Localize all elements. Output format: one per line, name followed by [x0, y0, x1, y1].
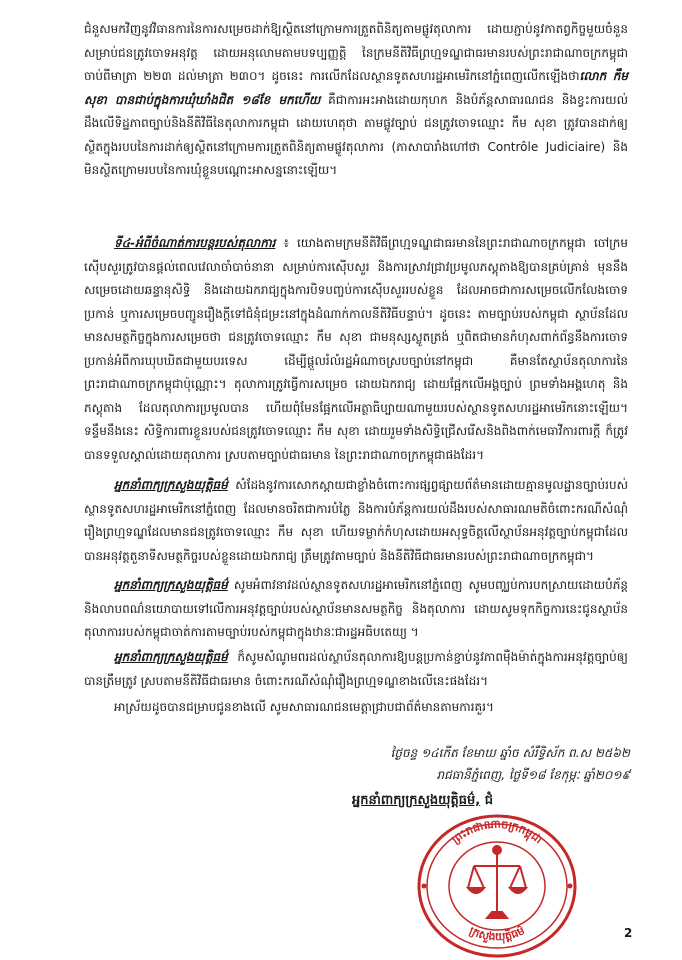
stamp-top-text: ព្រះរាជាណាចក្រកម្ពុជា: [449, 817, 545, 847]
page-number: 2: [624, 926, 633, 940]
spokesperson-label: អ្នកនាំពាក្យក្រសួងយុត្តិធម៌: [114, 650, 228, 664]
lunar-date: ថ្ងៃចន្ទ ១៤កើត ខែមាឃ ឆ្នាំច សំរឹទ្ធិស័ក ព.ស ២៥៦២: [390, 746, 630, 760]
paragraph-spokesperson-regret: អ្នកនាំពាក្យក្រសួងយុត្តិធម៌ សំដែងនូវការសោកស្តាយជាខ្លាំងចំពោះការផ្សព្វផ្សាយព័ត៌មានដោយគ្មានមូលដ្ឋានច្បាប់របស់ស្ថានទូតសហរដ្ឋអាមេរិកនៅភ្នំពេញ ដែលមានចរិតជាការបំភ្លៃ និងការបំភ័ន្តការយល់ដឹងរបស់សាធារណមតិចំពោះករណីសំណុំរឿងព្រហ្មទណ្ឌដែលមានជនត្រូវចោទឈ្មោះ កឹម សុខា ហើយទម្លាក់កំហុសដោយអសុទ្ធចិត្តលើស្ថាប័នអនុវត្តច្បាប់កម្ពុជាដែលបានអនុវត្តតួនាទីសមត្ថកិច្ចរបស់ខ្លួនដោយឯករាជ្យ ត្រឹមត្រូវតាមច្បាប់ និងនីតិវិធីជាធរមានរបស់ព្រះរាជាណាចក្រកម្ពុជា។: [84, 478, 628, 563]
spokesperson-label: អ្នកនាំពាក្យក្រសួងយុត្តិធម៌: [114, 578, 228, 592]
section-heading: ទី៤-អំពីចំណាត់ការបន្តរបស់តុលាការ: [114, 236, 276, 250]
signatory-title: អ្នកនាំពាក្យក្រសួងយុត្តិធម៌, ជំ: [352, 793, 494, 808]
paragraph-spokesperson-request: អ្នកនាំពាក្យក្រសួងយុត្តិធម៌ ក៏សូមសំណូមពរដល់ស្ថាប័នតុលាការឱ្យបន្តប្រកាន់ខ្ជាប់នូវភាពម៉ឺងម៉ាត់ក្នុងការអនុវត្តច្បាប់ឲ្យបានត្រឹមត្រូវ ស្របតាមនីតិវិធីជាធរមាន ចំពោះករណីសំណុំរឿងព្រហ្មទណ្ឌខាងលើនេះផងដែរ។: [84, 650, 628, 688]
solar-date: រាជធានីភ្នំពេញ, ថ្ងៃទី១៨ ខែកុម្ភៈ ឆ្នាំ២០១៩: [436, 768, 630, 782]
ministry-seal-stamp: [412, 808, 582, 958]
spokesperson-label: អ្នកនាំពាក្យក្រសួងយុត្តិធម៌: [114, 478, 228, 492]
scales-of-justice-icon: [468, 846, 526, 918]
signature-mark: ជំ: [484, 793, 494, 808]
paragraph-closing: អាស្រ័យដូចបានជម្រាបជូនខាងលើ សូមសាធារណជនមេត្តាជ្រាបជាព័ត៌មានតាមការគួរ។: [114, 700, 494, 714]
stamp-bottom-text: ក្រសួងយុត្តិធម៌: [467, 924, 527, 944]
quoted-claim: លោក កឹម សុខា បានជាប់ក្នុងការឃុំឃាំងជិត ១៨ខែ មកហើយ: [84, 69, 628, 107]
paragraph-section-4: ទី៤-អំពីចំណាត់ការបន្តរបស់តុលាការ ៖ យោងតាមក្រមនីតិវិធីព្រហ្មទណ្ឌជាធរមាននៃព្រះរាជាណាចក្រកម្ពុជា ចៅក្រមស៊ើបសួរត្រូវបានផ្តល់ពេលវេលាចាំបាច់នានា សម្រាប់ការស៊ើបសួរ និងការស្រាវជ្រាវប្រមូលភស្តុតាងឱ្យបានគ្រប់គ្រាន់ មុននឹងសម្រេចដោយឆន្ទានុសិទ្ធិ និងដោយឯករាជ្យក្នុងការបិទបញ្ចប់ការស៊ើបសួររបស់ខ្លួន ដែលអាចជាការសម្រេចលើកលែងចោទប្រកាន់ ឬការសម្រេចបញ្ជូនរឿងក្តីទៅជំនុំជម្រះនៅក្នុងដំណាក់កាលនីតិវិធីបន្ទាប់។ ដូចនេះ តាមច្បាប់របស់កម្ពុជា ស្ថាប័នដែលមានសមត្ថកិច្ចក្នុងការសម្រេចថា ជនត្រូវចោទឈ្មោះ កឹម សុខា ជាមនុស្សស្លូតត្រង់ ឬពិតជាមានកំហុសពាក់ព័ន្ធនឹងការចោទប្រកាន់អំពីការឃុបឃិតជាមួយបរទេស ដើម្បីផ្តួលរំលំរដ្ឋអំណាចស្របច្បាប់នៅកម្ពុជា គឺមានតែស្ថាប័នតុលាការនៃព្រះរាជាណាចក្រកម្ពុជាប៉ុណ្ណោះ។ តុលាការត្រូវធ្វើការសម្រេច ដោយឯករាជ្យ ដោយផ្អែកលើអង្គច្បាប់ ព្រមទាំងអង្គហេតុ និងភស្តុតាង ដែលតុលាការប្រមូលបាន ហើយពុំមែនផ្អែកលើអត្ថាធិប្បាយណាមួយរបស់ស្ថានទូតសហរដ្ឋអាមេរិកនោះឡើយ។ ទន្ទឹមនឹងនេះ សិទ្ធិការពារខ្លួនរបស់ជនត្រូវចោទឈ្មោះ កឹម សុខា ដោយរួមទាំងសិទ្ធិជ្រើសរើសនិងពិងពាក់មេធាវីការពារក្តី ក៏ត្រូវបានទទួលស្គាល់ដោយតុលាការ ស្របតាមច្បាប់ជាធរមាន នៃព្រះរាជាណាចក្រកម្ពុជាផងដែរ។: [84, 236, 628, 462]
paragraph-continuation: ជំនួសមកវិញនូវវិធានការនៃការសម្រេចដាក់ឱ្យស្ថិតនៅក្រោមការត្រួតពិនិត្យតាមផ្លូវតុលាការ ដោយភ្ជាប់នូវកាតព្វកិច្ចមួយចំនួនសម្រាប់ជនត្រូវចោទអនុវត្ត ដោយអនុលោមតាមបទប្បញ្ញត្តិ នៃក្រមនីតិវិធីព្រហ្មទណ្ឌជាធរមានរបស់ព្រះរាជាណាចក្រកម្ពុជា ចាប់ពីមាត្រា ២២៣ ដល់មាត្រា ២៣០។ ដូចនេះ ការលើកដែលស្ថានទូតសហរដ្ឋអាមេរិកនៅភ្នំពេញលើកឡើងថាលោក កឹម សុខា បានជាប់ក្នុងការឃុំឃាំងជិត ១៨ខែ មកហើយ គឺជាការអះអាងដោយកុហក និងបំភ័ន្តសាធារណជន និងខ្វះការយល់ដឹងលើទិដ្ឋភាពច្បាប់និងនីតិវិធីនៃតុលាការកម្ពុជា ដោយហេតុថា តាមផ្លូវច្បាប់ ជនត្រូវចោទឈ្មោះ កឹម សុខា ត្រូវបានដាក់ឲ្យស្ថិតក្នុងរបបនៃការដាក់ឲ្យស្ថិតនៅក្រោមការត្រួតពិនិត្យតាមផ្លូវតុលាការ (ភាសាបារាំងហៅថា Contrôle Judiciaire) និងមិនស្ថិតក្រោមរបបនៃការឃុំខ្លួនបណ្ដោះអាសន្ននោះឡើយ។: [84, 22, 628, 177]
paragraph-spokesperson-appeal: អ្នកនាំពាក្យក្រសួងយុត្តិធម៌ សូមអំពាវនាវដល់ស្ថានទូតសហរដ្ឋអាមេរិកនៅភ្នំពេញ សូមបញ្ឈប់ការបកស្រាយដោយបំភ័ន្ត និងលាបពណ៌នយោបាយទៅលើការអនុវត្តច្បាប់របស់ស្ថាប័នមានសមត្ថកិច្ច និងតុលាការ ដោយសូមទុកកិច្ចការនេះជូនស្ថាប័នតុលាការរបស់កម្ពុជាចាត់ការតាមច្បាប់របស់កម្ពុជាក្នុងឋានៈជារដ្ឋអធិបតេយ្យ ។: [84, 578, 628, 639]
